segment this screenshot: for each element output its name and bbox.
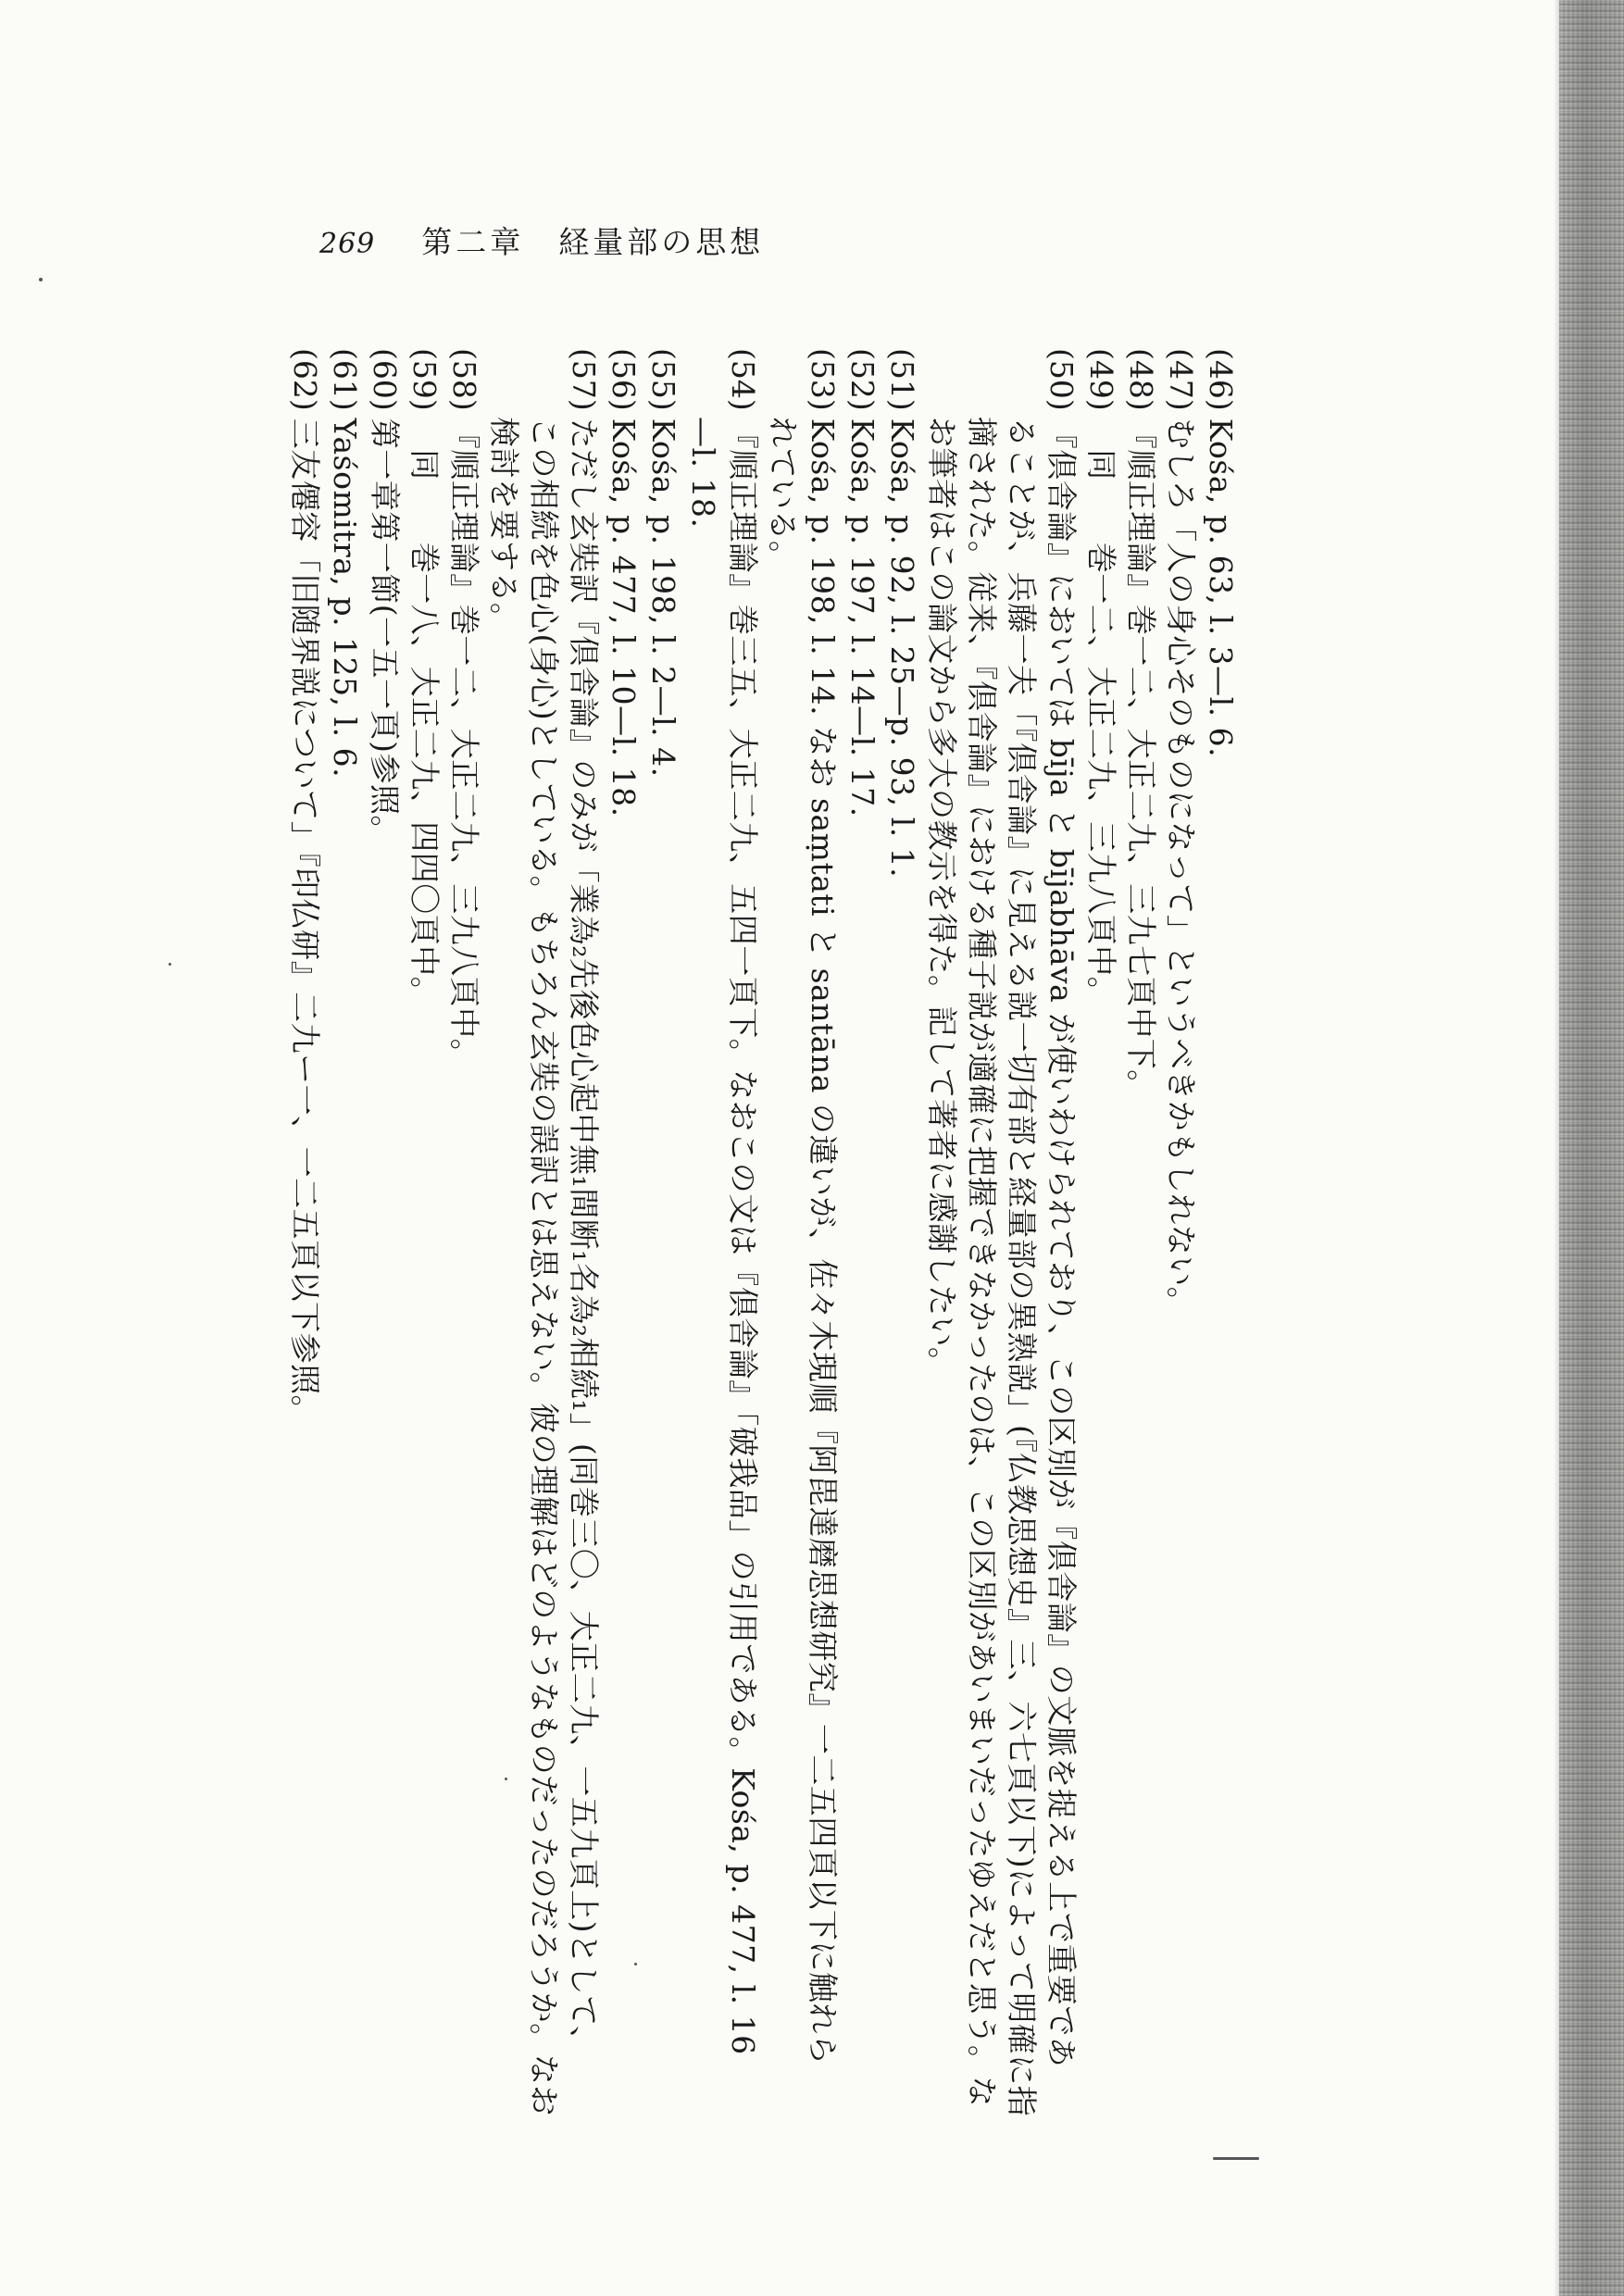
footnote-continuation [484, 348, 524, 1700]
footnote-text: この相続を色心(身心)としている。もちろん玄奘の誤訳とは思えない。彼の理解はどのようなものだったのだろうか。なお [526, 417, 562, 2116]
running-head [319, 218, 764, 262]
footnote-text: 摘された。従来、『倶舎論』における種子説が適確に把握できなかったのは、この区別があいまいだったゆえだと思う。な [964, 417, 1000, 2107]
footnote-number: (52) [844, 348, 881, 411]
footnote-text: Kośa, p. 477, l. 10—l. 18. [606, 418, 642, 817]
scan-speck [634, 1963, 637, 1965]
footnote-text: お筆者はこの論文から多大の教示を得た。記して著者に感謝したい。 [924, 417, 960, 1379]
footnote-number: (54) [725, 348, 761, 411]
footnote-text: 『順正理論』巻一二、大正二九、三九七頁中下。 [1123, 418, 1159, 1101]
footnote [285, 348, 325, 1700]
footnote-continuation [524, 348, 564, 2116]
scanner-edge [1559, 0, 1624, 2296]
footnote-text: Kośa, p. 63, l. 3—l. 6. [1203, 418, 1239, 758]
footnote-text: 『順正理論』巻一二、大正二九、三九八頁中。 [446, 418, 482, 1070]
footnote-text: Kośa, p. 197, l. 14—l. 17. [844, 418, 881, 817]
footnote-text: ただし玄奘訳『倶舎論』のみが「業為₂先後色心起中無₁間断₁名為₂相続₁」(同巻三〇、大正二九、一五九頁上)として、 [566, 418, 602, 2057]
footnote-text: 同 巻一二、大正二九、三九八頁中。 [1083, 418, 1119, 1008]
footnote [1201, 348, 1241, 1700]
footnote [1161, 348, 1201, 1700]
chapter-title: 第二章 経量部の思想 [421, 224, 765, 260]
footnote-text: Kośa, p. 198, l. 2—l. 4. [645, 418, 681, 778]
scan-speck [39, 278, 43, 281]
scan-speck [169, 963, 171, 966]
footnote [564, 348, 604, 2057]
footnote-number: (48) [1123, 348, 1159, 411]
footnote-number: (55) [645, 348, 681, 411]
footnote-number: (47) [1163, 348, 1199, 411]
footnote-number: (58) [446, 348, 482, 411]
footnote-text: 三友僊容「旧随界説について」『印仏研』二九ー一、一二五頁以下参照。 [287, 418, 323, 1427]
footnote [723, 348, 763, 2055]
footnote-text: Kośa, p. 198, l. 14. なお saṃtati と santāna の違いが、佐々木現順『阿毘達磨思想研究』一二五四頁以下に触れら [805, 418, 841, 2065]
footnote-continuation [922, 348, 962, 1700]
footnote-text: Kośa, p. 92, l. 25—p. 93, l. 1. [884, 418, 920, 879]
footnote-text: れている。 [765, 417, 801, 572]
footnote-text: むしろ「人の身心そのものになって」というべきかもしれない。 [1163, 418, 1199, 1318]
footnote-number: (59) [406, 348, 443, 411]
footnote-number: (46) [1203, 348, 1239, 411]
footnote-text: —l. 18. [685, 417, 721, 529]
footnote-continuation [1002, 348, 1042, 2117]
scan-speck [1213, 2157, 1259, 2160]
footnote-number: (57) [566, 348, 602, 411]
footnote [1121, 348, 1161, 1700]
footnote-number: (50) [1043, 348, 1080, 411]
footnote [643, 348, 683, 1700]
footnote [1081, 348, 1121, 1700]
footnote-text: 『倶舎論』においては bīja と bījabhāva が使いわけられており、この区別が『倶舎論』の文脈を捉える上で重要であ [1043, 418, 1080, 2068]
scan-speck [505, 1778, 507, 1780]
footnote-number: (60) [367, 348, 403, 411]
footnote-text: 検討を要する。 [486, 417, 522, 634]
footnote [843, 348, 882, 1700]
footnote-number: (53) [805, 348, 841, 411]
footnote-continuation [683, 348, 723, 1700]
footnote-continuation [962, 348, 1002, 2107]
page-number: 269 [319, 228, 376, 260]
footnote [882, 348, 922, 1700]
footnote-number: (62) [287, 348, 323, 411]
footnote-text: ることが、兵藤一夫「『倶舎論』に見える説一切有部と経量部の異熟説」(『仏教思想史』三、六七頁以下)によって明確に指 [1004, 417, 1040, 2117]
footnote-number: (49) [1083, 348, 1119, 411]
footnote [365, 348, 405, 1700]
footnote-text: 同 巻一八、大正二九、四四〇頁中。 [406, 418, 443, 1008]
footnote-number: (61) [327, 348, 363, 411]
notes-list [285, 348, 1241, 2117]
footnote [803, 348, 843, 2065]
footnote-number: (56) [606, 348, 642, 411]
footnote-continuation [763, 348, 803, 1700]
scanner-edge-shadow [1554, 0, 1559, 2296]
footnote [325, 348, 365, 1700]
footnote-text: 第一章第一節(一五一頁)参照。 [367, 418, 403, 846]
footnote-number: (51) [884, 348, 920, 411]
footnote [405, 348, 444, 1700]
footnote [1042, 348, 1081, 2068]
footnote-text: Yaśomitra, p. 125, l. 6. [327, 418, 363, 779]
footnote [444, 348, 484, 1700]
footnote [604, 348, 643, 1700]
footnote-text: 『順正理論』巻三五、大正二九、五四一頁下。なおこの文は『倶舎論』「破我品」の引用である。Kośa, p. 477, l. 16 [725, 418, 761, 2055]
